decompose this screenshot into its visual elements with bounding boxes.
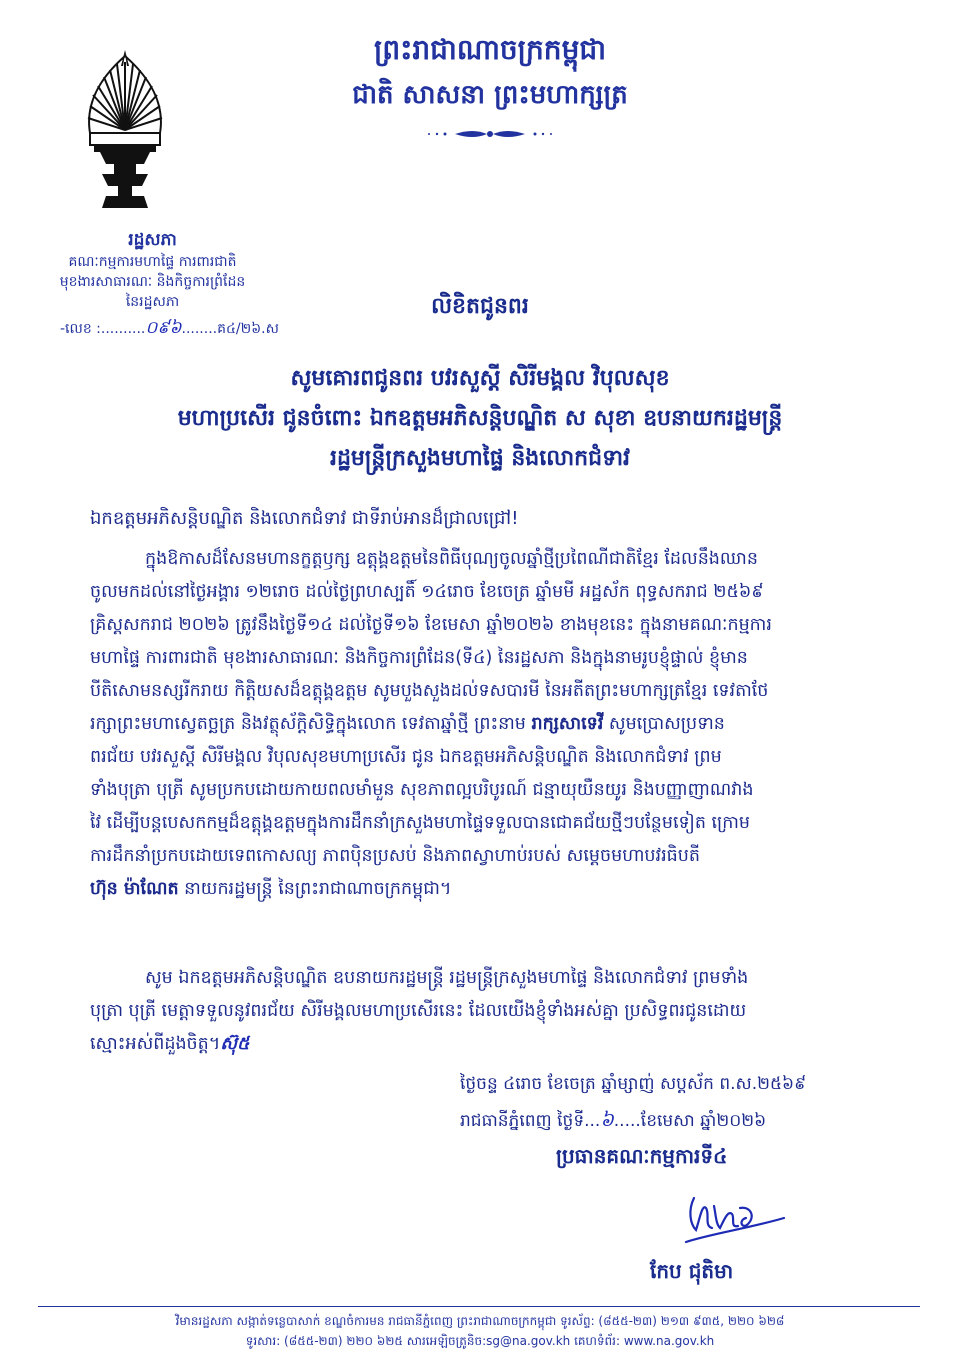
reference-prefix: -លេខ :..........: [60, 321, 146, 337]
reference-number-handwritten: ០៩៦: [145, 318, 182, 338]
kingdom-name: ព្រះរាជាណាចក្រកម្ពុជា: [373, 33, 606, 66]
letter-title: លិខិតជូនពរ: [431, 294, 529, 319]
reference-suffix: ........គ៤/២៦.ស: [181, 321, 279, 337]
deity-name: រាក្សសាទេវី: [531, 714, 604, 734]
paragraph-line: វៃ ដើម្បីបន្តបេសកកម្មដ៏ឧត្តុង្គឧត្តមក្នុងការដឹកនាំក្រសួងមហាផ្ទៃទទួលបានជោគជ័យថ្មីៗបន្ថែមទៀត ក្រោម: [90, 813, 751, 833]
footer-contact: ទូរសារ: (៨៥៥-២៣) ២២០ ៦២៥ សារអេឡិចត្រូនិច:sg@na.gov.kh គេហទំព័រ: www.na.gov.kh: [245, 1334, 715, 1348]
paragraph-line: ការដឹកនាំប្រកបដោយទេពកោសល្យ ភាពប៉ិនប្រសប់ និងភាពស្វាហាប់របស់ សម្តេចមហាបវរធិបតី: [90, 846, 700, 866]
paragraph-line: សូម ឯកឧត្តមអភិសន្តិបណ្ឌិត ឧបនាយករដ្ឋមន្ត្រី រដ្ឋមន្ត្រីក្រសួងមហាផ្ទៃ និងលោកជំទាវ ព្រមទាំង: [145, 968, 749, 988]
paragraph-line: ចូលមកដល់នៅថ្ងៃអង្គារ ១២រោច ដល់ថ្ងៃព្រហស្បតិ៍ ១៤រោច ខែចេត្រ ឆ្នាំមមី អដ្ឋស័ក ពុទ្ធសករាជ ២៥៦៩: [90, 582, 764, 602]
committee-name-line2: មុខងារសាធារណៈ និងកិច្ចការព្រំដែន: [59, 274, 246, 290]
footer-address: វិមានរដ្ឋសភា សង្កាត់ទន្លេបាសាក់ ខណ្ឌចំការមន រាជធានីភ្នំពេញ ព្រះរាជាណាចក្រកម្ពុជា ទូរស័ព្ទ: (៨៥៥-២៣) ២១៣ ៩៣៥, ២២០ ៦២៨: [175, 1314, 785, 1328]
handwritten-initials: ស៊ុ៥: [220, 1034, 250, 1054]
chair-title: ប្រធានគណៈកម្មការទី៤: [556, 1144, 728, 1168]
date-solar-day: ៦: [600, 1109, 614, 1131]
paragraph-line: ក្នុងឱកាសដ៏សែនមហានក្ខត្តឫក្ស ឧត្តុង្គឧត្តមនៃពិធីបុណ្យចូលឆ្នាំថ្មីប្រពៃណីជាតិខ្មែរ ដែលនឹងឈាន: [145, 549, 758, 569]
signature-icon: [680, 1188, 790, 1248]
salutation: ឯកឧត្តមអភិសន្តិបណ្ឌិត និងលោកជំទាវ ជាទីរាប់អានដ៏ជ្រាលជ្រៅ!: [90, 508, 519, 529]
date-solar-prefix: រាជធានីភ្នំពេញ ថ្ងៃទី...: [460, 1111, 601, 1131]
subject-line2: មហាប្រសើរ ជូនចំពោះ ឯកឧត្តមអភិសន្តិបណ្ឌិត ស សុខា ឧបនាយករដ្ឋមន្ត្រី: [177, 406, 783, 431]
paragraph-line-last: [90, 1028, 910, 1061]
paragraph-text: ស្មោះអស់ពីដួងចិត្ត។: [90, 1034, 221, 1054]
signer-name: កែប ជុតិមា: [650, 1259, 734, 1283]
footer-divider: [38, 1306, 920, 1307]
paragraph-text: រក្សាព្រះមហាស្វេតច្ឆត្រ និងវត្ថុស័ក្តិសិទ្ធិក្នុងលោក ទេវតាឆ្នាំថ្មី ព្រះនាម: [90, 714, 526, 734]
subject-line3: រដ្ឋមន្ត្រីក្រសួងមហាផ្ទៃ និងលោកជំទាវ: [329, 446, 631, 471]
paragraph-line-with-pm: [90, 873, 910, 906]
paragraph-text: នាយករដ្ឋមន្ត្រី នៃព្រះរាជាណាចក្រកម្ពុជា។: [178, 879, 452, 899]
body-paragraph-1: [90, 543, 910, 906]
prime-minister-name: ហ៊ុន ម៉ាណែត: [90, 879, 179, 899]
paragraph-line: គ្រិស្តសករាជ ២០២៦ ត្រូវនឹងថ្ងៃទី១៤ ដល់ថ្ងៃទី១៦ ខែមេសា ឆ្នាំ២០២៦ ខាងមុខនេះ ក្នុងនាមគណៈកម្មការ: [90, 615, 772, 635]
committee-name-line3: នៃរដ្ឋសភា: [125, 294, 180, 310]
body-paragraph-2: [90, 962, 910, 1061]
paragraph-line: ពរជ័យ បវរសួស្តី សិរីមង្គល វិបុលសុខមហាប្រសើរ ជូន ឯកឧត្តមអភិសន្តិបណ្ឌិត និងលោកជំទាវ ព្រម: [90, 747, 722, 767]
paragraph-line-with-deity: [90, 708, 910, 741]
subject-line1: សូមគោរពជូនពរ បវរសួស្តី សិរីមង្គល វិបុលសុខ: [290, 366, 670, 391]
date-solar: [460, 1108, 766, 1136]
paragraph-line: ទាំងបុត្រា បុត្រី សូមប្រកបដោយកាយពលមាំមួន សុខភាពល្អបរិបូរណ៍ ជន្មាយុយឺនយូរ និងបញ្ញាញាណវាង: [90, 780, 754, 800]
ornament-divider-icon: [415, 128, 565, 140]
paragraph-line: បុត្រា បុត្រី មេត្តាទទួលនូវពរជ័យ សិរីមង្គលមហាប្រសើរនេះ ដែលយើងខ្ញុំទាំងអស់គ្នា ប្រសិទ្ធពរជូនដោយ: [90, 1001, 747, 1021]
date-solar-suffix: .....ខែមេសា ឆ្នាំ២០២៦: [613, 1111, 767, 1131]
assembly-name: រដ្ឋសភា: [128, 230, 177, 250]
paragraph-line: បីតិសោមនស្សរីករាយ កិត្តិយសដ៏ឧត្តុង្គឧត្តម សូមបួងសួងដល់ទសបារមី នៃអតីតព្រះមហាក្សត្រខ្មែរ ទេវតាថែ: [90, 681, 769, 701]
royal-emblem-icon: [80, 48, 170, 218]
committee-name-line1: គណៈកម្មការមហាផ្ទៃ ការពារជាតិ: [68, 254, 237, 270]
paragraph-line: មហាផ្ទៃ ការពារជាតិ មុខងារសាធារណៈ និងកិច្ចការព្រំដែន(ទី៤) នៃរដ្ឋសភា និងក្នុងនាមរូបខ្ញុំផ្ទាល់ ខ្ញុំមាន: [90, 648, 748, 668]
national-motto: ជាតិ សាសនា ព្រះមហាក្សត្រ: [352, 80, 628, 110]
date-lunar: ថ្ងៃចន្ទ ៤រោច ខែចេត្រ ឆ្នាំម្សាញ់ សប្តស័ក ព.ស.២៥៦៩: [460, 1074, 807, 1094]
paragraph-text: សូមប្រោសប្រទាន: [603, 714, 725, 734]
